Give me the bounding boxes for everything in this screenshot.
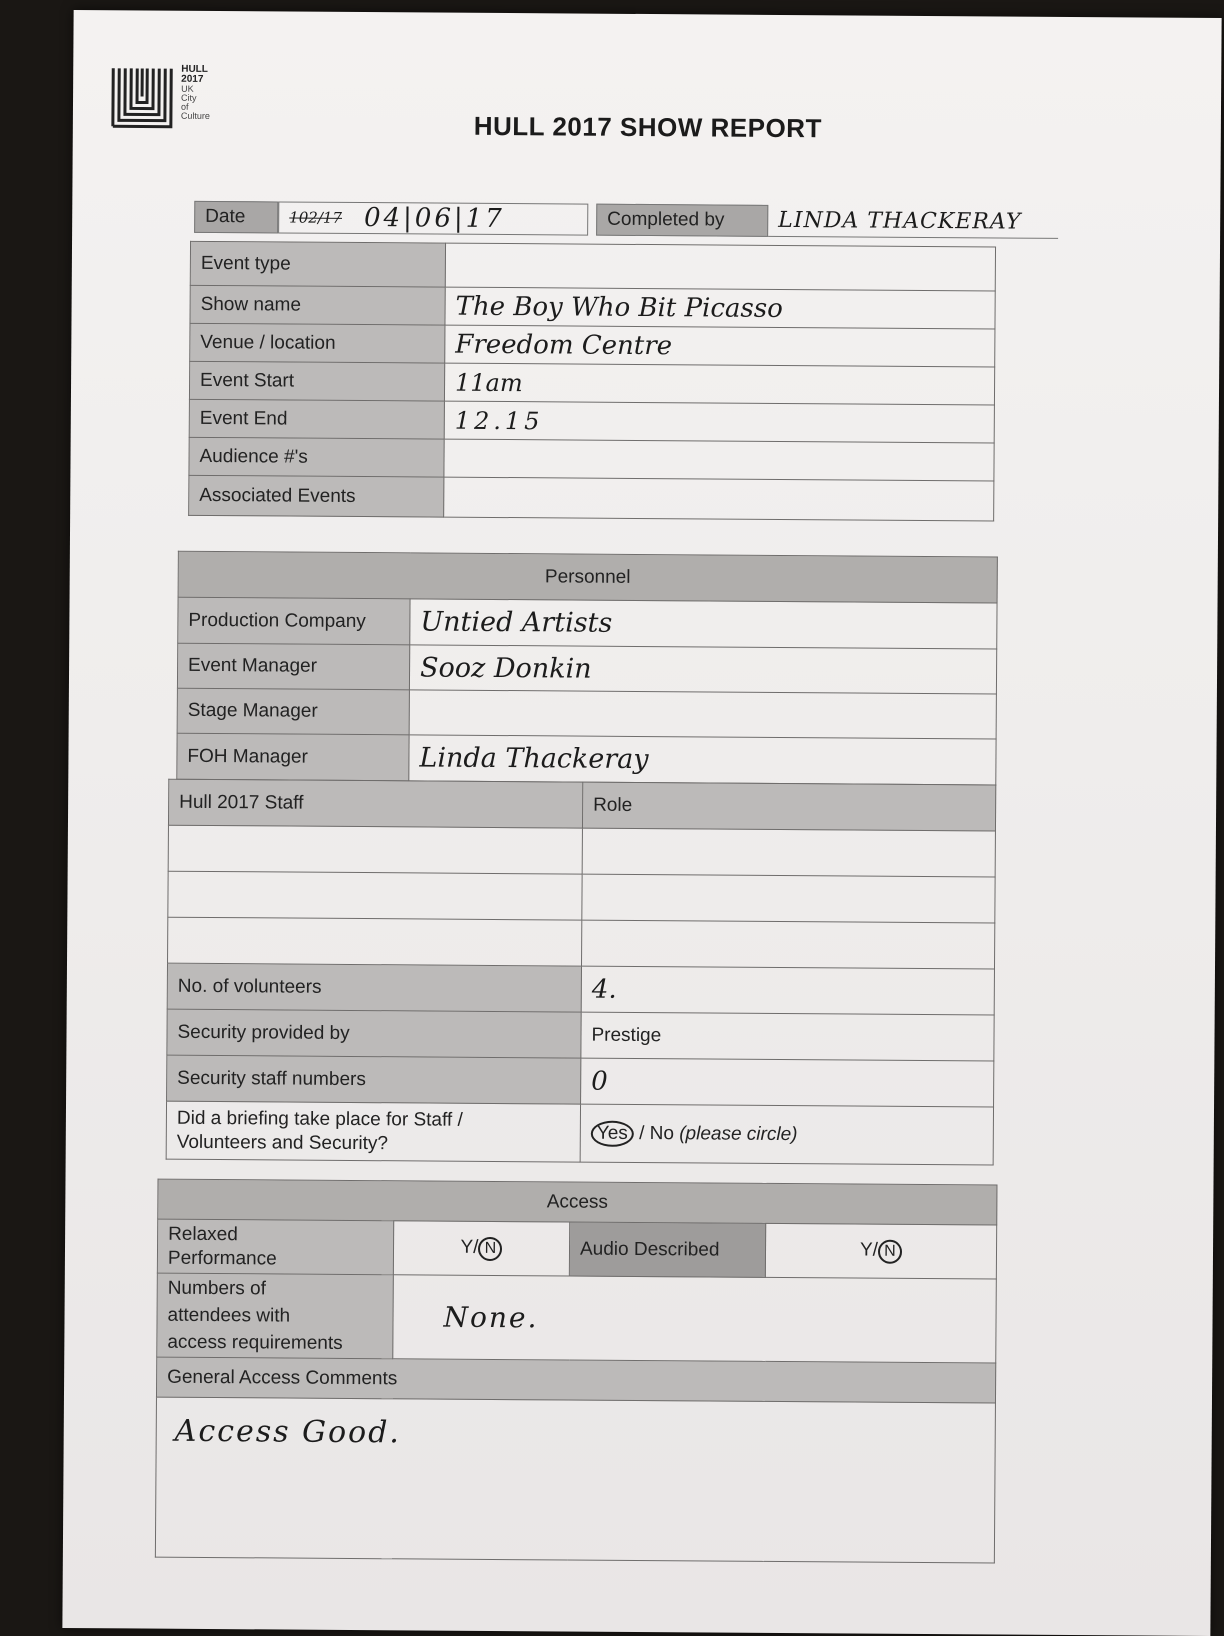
- date-value: 04|06|17: [363, 203, 505, 235]
- security-provider-label: Security provided by: [167, 1009, 581, 1058]
- show-name-value: The Boy Who Bit Picasso: [455, 291, 783, 324]
- briefing-field[interactable]: [580, 1104, 993, 1165]
- relaxed-label-line2: Performance: [167, 1247, 277, 1269]
- event-manager-value: Sooz Donkin: [419, 651, 592, 685]
- relaxed-performance-label: [157, 1219, 393, 1275]
- role-header: Role: [582, 782, 995, 831]
- audio-no-option[interactable]: N: [878, 1239, 902, 1263]
- volunteers-field[interactable]: [581, 966, 994, 1015]
- briefing-label-line2: Volunteers and Security?: [176, 1131, 389, 1154]
- foh-manager-label: FOH Manager: [177, 733, 409, 781]
- event-type-label: Event type: [190, 241, 445, 287]
- briefing-no-option[interactable]: No: [649, 1122, 675, 1144]
- associated-events-field[interactable]: [444, 477, 994, 521]
- briefing-hint: (please circle): [679, 1122, 798, 1145]
- venue-field[interactable]: [445, 325, 995, 367]
- security-staff-value: 0: [591, 1066, 608, 1097]
- event-end-field[interactable]: [444, 401, 994, 443]
- relaxed-yes-option[interactable]: Y/: [460, 1236, 479, 1258]
- briefing-label-line1: Did a briefing take place for Staff /: [176, 1107, 463, 1131]
- staff-table: [166, 779, 997, 1166]
- staff-role-field[interactable]: [582, 874, 995, 923]
- access-title: Access: [158, 1179, 997, 1225]
- audio-yes-option[interactable]: Y/: [859, 1239, 879, 1261]
- security-staff-label: Security staff numbers: [167, 1055, 581, 1104]
- show-report-paper: [62, 10, 1221, 1636]
- personnel-title: Personnel: [178, 551, 997, 603]
- foh-manager-value: Linda Thackeray: [419, 742, 649, 776]
- security-provider-value: Prestige: [591, 1024, 662, 1046]
- associated-events-label: Associated Events: [189, 475, 444, 517]
- date-struck-value: 102/17: [289, 208, 343, 227]
- event-manager-label: Event Manager: [177, 643, 409, 690]
- show-name-field[interactable]: [445, 287, 995, 329]
- date-row: [194, 201, 1144, 240]
- completed-by-value: LINDA THACKERAY: [778, 207, 1022, 235]
- audio-described-label: Audio Described: [569, 1222, 765, 1277]
- logo-sub-4: Culture: [180, 110, 210, 121]
- logo-sub-3: of: [180, 101, 189, 112]
- audience-field[interactable]: [444, 439, 994, 481]
- venue-label: Venue / location: [190, 323, 445, 363]
- stage-manager-label: Stage Manager: [177, 688, 409, 735]
- staff-name-field[interactable]: [168, 825, 582, 874]
- attendees-access-label: [157, 1273, 394, 1359]
- access-table: [155, 1179, 998, 1564]
- production-company-value: Untied Artists: [420, 606, 613, 639]
- completed-by-field[interactable]: [768, 205, 1058, 239]
- attendees-label-line1: Numbers of: [167, 1277, 267, 1300]
- attendees-access-value: None.: [443, 1300, 539, 1335]
- logo-line2: 2017: [181, 73, 204, 85]
- event-end-label: Event End: [189, 399, 444, 439]
- attendees-access-field[interactable]: [393, 1275, 997, 1363]
- relaxed-label-line1: Relaxed: [168, 1223, 238, 1245]
- staff-header: Hull 2017 Staff: [168, 779, 582, 828]
- event-table: [188, 241, 996, 522]
- production-company-field[interactable]: [410, 599, 997, 649]
- event-end-value: 12.15: [454, 406, 544, 435]
- logo-line1: HULL: [181, 63, 208, 75]
- show-name-label: Show name: [190, 285, 445, 325]
- logo-sub-2: City: [181, 92, 197, 103]
- staff-name-field[interactable]: [168, 917, 582, 966]
- briefing-yes-option[interactable]: Yes: [591, 1120, 634, 1146]
- staff-name-field[interactable]: [168, 871, 582, 920]
- general-comments-label: General Access Comments: [156, 1357, 995, 1403]
- general-comments-field[interactable]: [155, 1397, 995, 1563]
- event-start-field[interactable]: [444, 363, 994, 405]
- relaxed-performance-field[interactable]: [393, 1221, 569, 1276]
- volunteers-label: No. of volunteers: [167, 963, 581, 1012]
- venue-value: Freedom Centre: [455, 329, 673, 361]
- general-comments-value: Access Good.: [174, 1413, 402, 1451]
- audience-label: Audience #'s: [189, 437, 444, 477]
- audio-described-field[interactable]: [765, 1223, 996, 1279]
- volunteers-value: 4.: [591, 974, 617, 1005]
- staff-role-field[interactable]: [581, 920, 994, 969]
- page-title: HULL 2017 SHOW REPORT: [473, 110, 823, 144]
- logo-sub-1: UK: [181, 83, 194, 94]
- attendees-label-line3: access requirements: [167, 1331, 343, 1354]
- security-staff-field[interactable]: [581, 1058, 994, 1107]
- event-type-field[interactable]: [445, 243, 995, 291]
- production-company-label: Production Company: [178, 597, 410, 645]
- staff-role-field[interactable]: [582, 828, 995, 877]
- security-provider-field[interactable]: [581, 1012, 994, 1061]
- date-field[interactable]: [278, 201, 588, 235]
- event-manager-field[interactable]: [409, 645, 996, 694]
- personnel-table: [176, 551, 998, 786]
- event-start-value: 11am: [454, 368, 523, 397]
- briefing-label: [166, 1101, 580, 1162]
- date-label: Date: [194, 201, 278, 234]
- attendees-label-line2: attendees with: [167, 1304, 291, 1327]
- event-start-label: Event Start: [189, 361, 444, 401]
- stage-manager-field[interactable]: [409, 690, 996, 739]
- foh-manager-field[interactable]: [409, 735, 996, 785]
- relaxed-no-option[interactable]: N: [478, 1236, 502, 1260]
- briefing-separator: /: [639, 1122, 645, 1144]
- completed-by-label: Completed by: [596, 204, 768, 237]
